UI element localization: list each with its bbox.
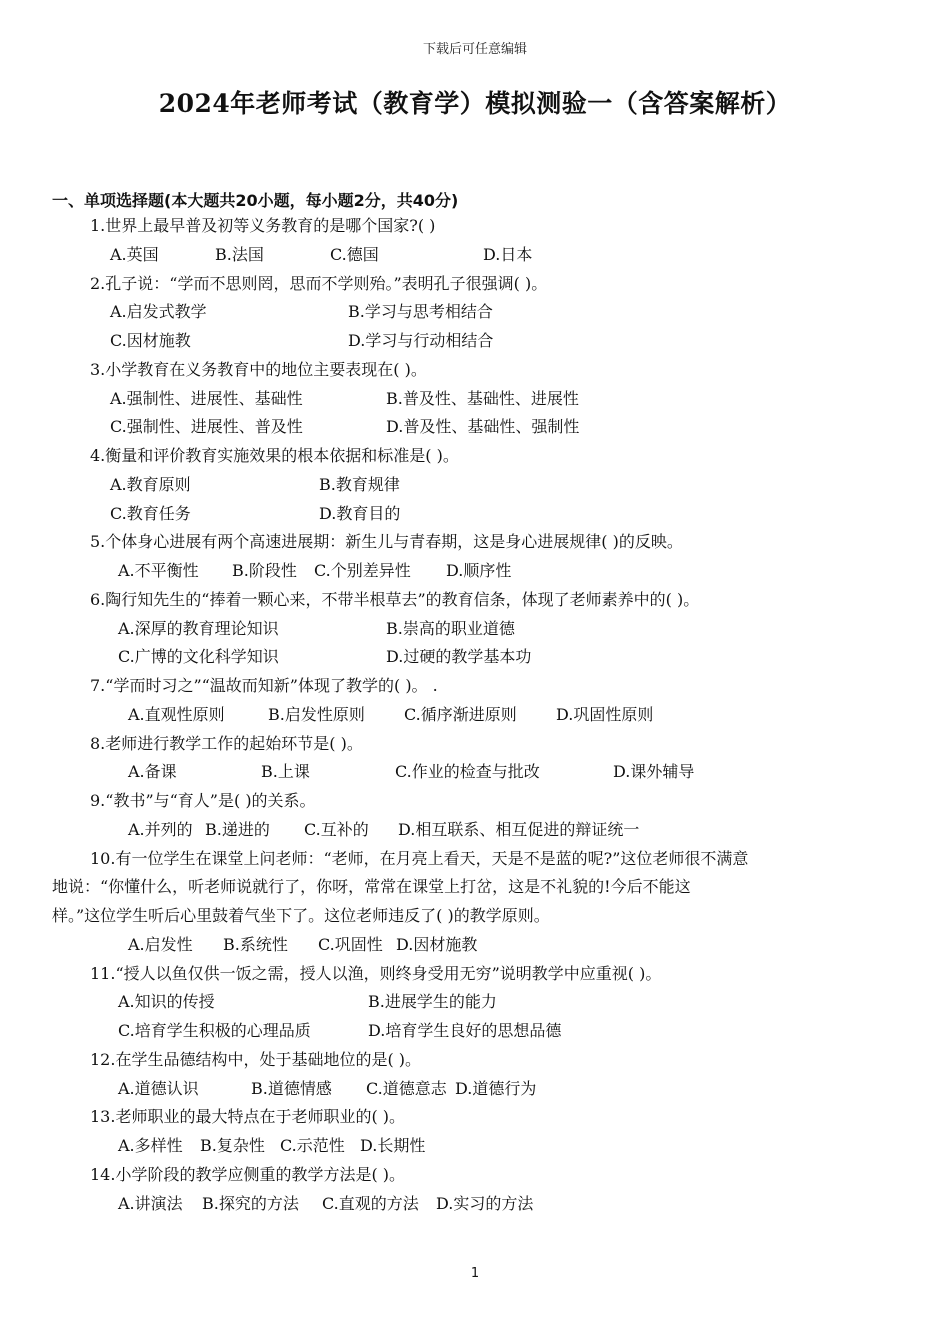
section-heading: 一、单项选择题(本大题共20小题，每小题2分，共40分): [52, 191, 459, 210]
answer-option: D.因材施教: [396, 934, 478, 954]
answer-option: C.个别差异性: [314, 561, 411, 580]
page-header: 下载后可任意编辑: [422, 42, 527, 57]
answer-option: A.深厚的教育理论知识: [118, 618, 279, 638]
question-stem: 4.衡量和评价教育实施效果的根本依据和标准是( )。: [90, 446, 459, 465]
answer-option: D.培育学生良好的思想品德: [368, 1021, 562, 1040]
answer-option: C.广博的文化科学知识: [118, 647, 279, 667]
answer-option: D.顺序性: [446, 561, 512, 580]
answer-option: A.不平衡性: [118, 561, 199, 580]
answer-option: D.实习的方法: [436, 1193, 534, 1213]
answer-option: A.讲演法: [118, 1193, 183, 1213]
question-stem: 12.在学生品德结构中，处于基础地位的是( )。: [90, 1049, 422, 1069]
question-stem: 地说：“你懂什么，听老师说就行了，你呀，常常在课堂上打岔，这是不礼貌的!今后不能这: [52, 877, 691, 897]
answer-option: C.直观的方法: [322, 1193, 419, 1213]
answer-option: B.教育规律: [319, 474, 400, 494]
answer-option: B.系统性: [223, 934, 288, 954]
question-stem: 样。”这位学生听后心里鼓着气坐下了。这位老师违反了( )的教学原则。: [52, 906, 550, 925]
question-stem: 1.世界上最早普及初等义务教育的是哪个国家?( ): [90, 216, 436, 235]
answer-option: D.课外辅导: [613, 762, 695, 782]
answer-option: C.循序渐进原则: [404, 704, 517, 724]
answer-option: A.强制性、进展性、基础性: [110, 388, 303, 408]
question-stem: 2.孔子说：“学而不思则罔，思而不学则殆。”表明孔子很强调( )。: [90, 273, 548, 293]
question-stem: 13.老师职业的最大特点在于老师职业的( )。: [90, 1107, 406, 1127]
answer-option: A.备课: [128, 762, 177, 782]
answer-option: B.阶段性: [232, 561, 297, 580]
answer-option: D.学习与行动相结合: [348, 331, 494, 350]
question-stem: 3.小学教育在义务教育中的地位主要表现在( )。: [90, 359, 427, 379]
document-title: 2024年老师考试（教育学）模拟测验一（含答案解析）: [158, 89, 792, 118]
answer-option: D.普及性、基础性、强制性: [386, 417, 580, 437]
answer-option: A.教育原则: [110, 474, 191, 494]
answer-option: C.教育任务: [110, 503, 191, 523]
question-stem: 7.“学而时习之”“温故而知新”体现了教学的( )。 .: [90, 676, 438, 695]
question-stem: 10.有一位学生在课堂上问老师：“老师，在月亮上看天，天是不是蓝的呢?”这位老师很不满意: [90, 848, 749, 868]
answer-option: B.学习与思考相结合: [348, 302, 493, 322]
answer-option: B.普及性、基础性、进展性: [386, 388, 579, 408]
answer-option: B.上课: [261, 762, 310, 782]
question-stem: 8.老师进行教学工作的起始环节是( )。: [90, 733, 363, 753]
answer-option: C.互补的: [304, 819, 369, 839]
answer-option: D.日本: [483, 244, 533, 264]
answer-option: D.长期性: [360, 1136, 426, 1155]
answer-option: B.法国: [215, 244, 264, 264]
answer-option: C.因材施教: [110, 331, 191, 350]
answer-option: A.多样性: [118, 1136, 183, 1155]
answer-option: A.并列的: [128, 819, 193, 839]
answer-option: A.知识的传授: [118, 992, 215, 1012]
answer-option: B.道德情感: [251, 1078, 332, 1098]
answer-option: A.道德认识: [118, 1078, 199, 1098]
answer-option: C.强制性、进展性、普及性: [110, 417, 303, 437]
page-number: 1: [470, 1266, 480, 1281]
answer-option: B.进展学生的能力: [368, 992, 497, 1012]
question-stem: 6.陶行知先生的“捧着一颗心来，不带半根草去”的教育信条，体现了老师素养中的( )。: [90, 589, 700, 609]
answer-option: D.过硬的教学基本功: [386, 647, 532, 667]
question-stem: 5.个体身心进展有两个高速进展期：新生儿与青春期，这是身心进展规律( )的反映。: [90, 532, 683, 552]
answer-option: A.启发式教学: [110, 302, 207, 322]
answer-option: A.直观性原则: [128, 704, 225, 724]
answer-option: C.巩固性: [318, 934, 383, 954]
answer-option: C.道德意志: [366, 1078, 447, 1098]
answer-option: B.崇高的职业道德: [386, 618, 515, 638]
question-stem: 9.“教书”与“育人”是( )的关系。: [90, 791, 316, 810]
answer-option: B.复杂性: [200, 1136, 265, 1155]
answer-option: D.相互联系、相互促进的辩证统一: [398, 819, 640, 839]
answer-option: B.探究的方法: [202, 1193, 299, 1213]
answer-option: A.英国: [110, 244, 159, 264]
question-stem: 11.“授人以鱼仅供一饭之需，授人以渔，则终身受用无穷”说明教学中应重视( )。: [90, 963, 662, 983]
answer-option: C.作业的检查与批改: [395, 762, 540, 782]
answer-option: A.启发性: [128, 934, 193, 954]
answer-option: B.递进的: [205, 819, 270, 839]
answer-option: B.启发性原则: [268, 704, 365, 724]
question-stem: 14.小学阶段的教学应侧重的教学方法是( )。: [90, 1164, 406, 1184]
answer-option: C.培育学生积极的心理品质: [118, 1021, 311, 1040]
answer-option: D.教育目的: [319, 503, 401, 523]
answer-option: C.德国: [330, 244, 379, 264]
answer-option: D.道德行为: [455, 1078, 537, 1098]
answer-option: D.巩固性原则: [556, 704, 654, 724]
answer-option: C.示范性: [280, 1136, 345, 1155]
